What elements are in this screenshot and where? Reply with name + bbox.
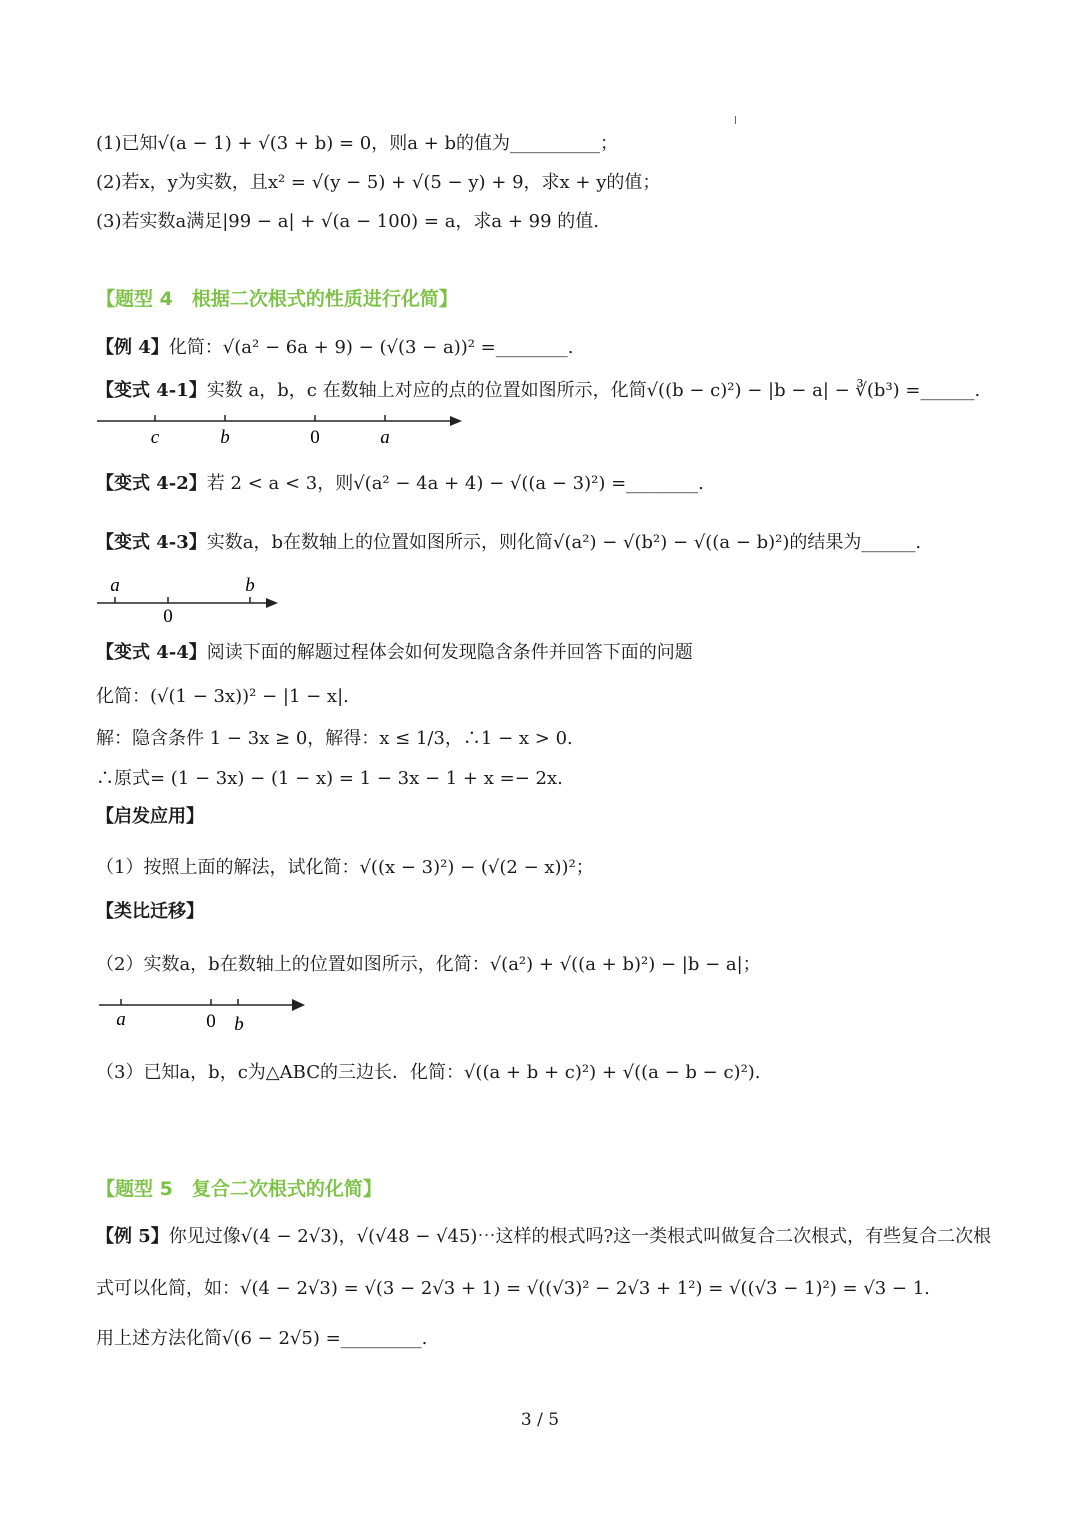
solution-line-1: 解：隐含条件 1 − 3x ≥ 0，解得：x ≤ 1/3，∴1 − x > 0. <box>96 728 573 749</box>
question-2: （2）实数a，b在数轴上的位置如图所示，化简：√(a²) + √((a + b)²) − |b − a|； <box>96 954 761 975</box>
example-4 <box>96 336 573 360</box>
variant-4-4-text: 阅读下面的解题过程体会如何发现隐含条件并回答下面的问题 <box>206 642 693 663</box>
transfer-label: 【类比迁移】 <box>96 901 204 922</box>
example-5-text-3: 用上述方法化简√(6 − 2√5) =_________. <box>96 1328 428 1349</box>
problem-3: (3)若实数a满足|99 − a| + √(a − 100) = a，求a + 99 的值. <box>96 211 600 232</box>
problem-2: (2)若x，y为实数，且x² = √(y − 5) + √(5 − y) + 9，求x + y的值； <box>96 172 661 193</box>
axis2-label-b: b <box>245 575 255 596</box>
section-5-heading: 【题型 5 复合二次根式的化简】 <box>96 1178 382 1200</box>
axis1-label-a: a <box>380 427 390 448</box>
variant-4-3-text: 实数a，b在数轴上的位置如图所示，则化简√(a²) − √(b²) − √((a − b)²)的结果为______. <box>206 532 922 553</box>
example-5-text-1: 你见过像√(4 − 2√3)，√(√48 − √45)⋯这样的根式吗?这一类根式叫做复合二次根式，有些复合二次根 <box>168 1226 992 1247</box>
axis2-label-0: 0 <box>163 606 173 627</box>
stray-mark <box>735 116 736 124</box>
axis1-label-b: b <box>220 427 230 448</box>
variant-4-1-label: 【变式 4-1】 <box>96 380 207 401</box>
example-4-label: 【例 4】 <box>96 337 169 358</box>
simplify-prompt: 化简：(√(1 − 3x))² − |1 − x|. <box>96 686 349 707</box>
example-5-text-2: 式可以化简，如：√(4 − 2√3) = √(3 − 2√3 + 1) = √((√3)² − 2√3 + 1²) = √((√3 − 1)²) = √3 − 1. <box>96 1278 930 1299</box>
axis1-label-0: 0 <box>310 427 320 448</box>
variant-4-2 <box>96 472 704 496</box>
problem-1: (1)已知√(a − 1) + √(3 + b) = 0，则a + b的值为__________； <box>96 133 619 154</box>
page-number: 3 / 5 <box>520 1410 560 1430</box>
apply-label: 【启发应用】 <box>96 806 204 827</box>
variant-4-3-label: 【变式 4-3】 <box>96 532 207 553</box>
variant-4-2-label: 【变式 4-2】 <box>96 473 207 494</box>
axis2-label-a: a <box>110 575 120 596</box>
section-4-heading: 【题型 4 根据二次根式的性质进行化简】 <box>96 288 458 310</box>
variant-4-4 <box>96 641 693 665</box>
variant-4-3 <box>96 531 921 555</box>
example-5 <box>96 1225 991 1249</box>
question-3: （3）已知a，b，c为△ABC的三边长．化简：√((a + b + c)²) + √((a − b − c)²). <box>96 1062 761 1083</box>
question-1: （1）按照上面的解法，试化简：√((x − 3)²) − (√(2 − x))²； <box>96 857 594 878</box>
variant-4-4-label: 【变式 4-4】 <box>96 642 207 663</box>
variant-4-1 <box>96 379 980 403</box>
variant-4-1-text: 实数 a，b，c 在数轴上对应的点的位置如图所示，化简√((b − c)²) − |b − a| − ∛(b³) =______. <box>206 380 981 401</box>
axis1-label-c: c <box>150 427 160 448</box>
example-4-text: 化简：√(a² − 6a + 9) − (√(3 − a))² =________. <box>168 337 574 358</box>
solution-line-2: ∴原式= (1 − 3x) − (1 − x) = 1 − 3x − 1 + x =− 2x. <box>96 768 563 789</box>
axis3-label-0: 0 <box>206 1011 216 1032</box>
axis3-label-a: a <box>116 1009 126 1030</box>
axis3-label-b: b <box>234 1014 244 1035</box>
example-5-label: 【例 5】 <box>96 1226 169 1247</box>
variant-4-2-text: 若 2 < a < 3，则√(a² − 4a + 4) − √((a − 3)²) =________. <box>206 473 704 494</box>
